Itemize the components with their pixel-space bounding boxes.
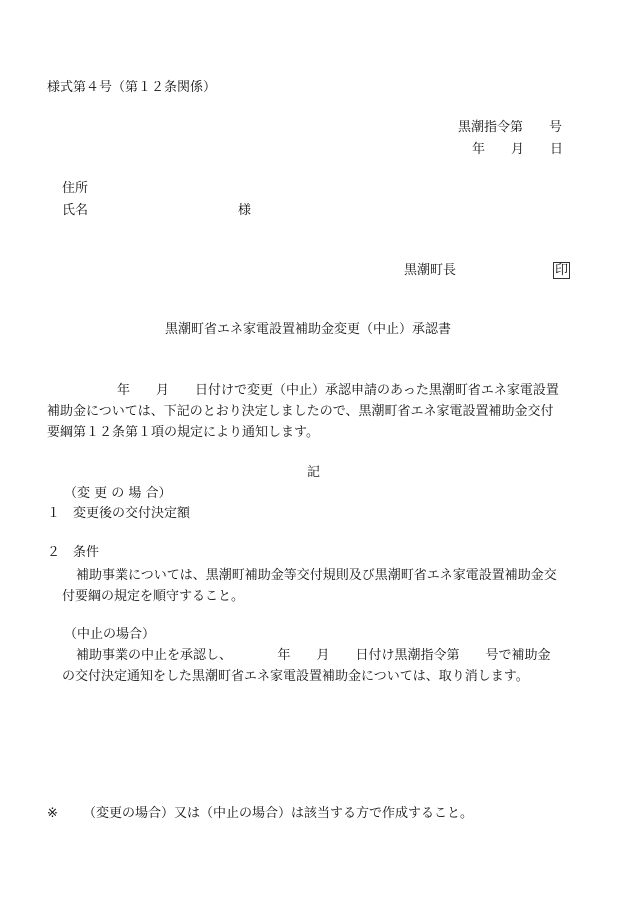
intro-line: 年 月 日付けで変更（中止）承認申請のあった黒潮町省エネ家電設置 [117, 383, 559, 398]
address-label: 住所 [62, 181, 89, 196]
document-reference: 黒潮指令第 号 [458, 120, 563, 135]
ki-heading: 記 [307, 465, 321, 480]
seal-mark: 印 [555, 263, 569, 278]
intro-line: 補助金については、下記のとおり決定しましたので、黒潮町省エネ家電設置補助金交付 [47, 404, 554, 419]
condition-line: 補助事業については、黒潮町補助金等交付規則及び黒潮町省エネ家電設置補助金交 [76, 568, 557, 583]
document-title: 黒潮町省エネ家電設置補助金変更（中止）承認書 [165, 322, 452, 337]
change-case-heading: （変 更 の 場 合） [64, 486, 172, 501]
item-2: ２ 条件 [47, 545, 100, 560]
item-1: １ 変更後の交付決定額 [47, 506, 191, 521]
condition-line: 付要綱の規定を順守すること。 [62, 589, 245, 604]
note-text: （変更の場合）又は（中止の場合）は該当する方で作成すること。 [83, 806, 474, 821]
note-mark: ※ [47, 806, 58, 821]
document-date: 年 月 日 [472, 142, 564, 157]
honorific: 様 [238, 203, 252, 218]
name-label: 氏名 [62, 203, 89, 218]
cancel-line: 補助事業の中止を承認し、 年 月 日付け黒潮指令第 号で補助金 [76, 648, 551, 663]
form-number: 様式第４号（第１２条関係） [47, 80, 217, 95]
issuer-title: 黒潮町長 [404, 263, 457, 278]
intro-line: 要綱第１２条第１項の規定により通知します。 [47, 425, 319, 440]
cancel-line: の交付決定通知をした黒潮町省エネ家電設置補助金については、取り消します。 [62, 669, 529, 684]
cancel-case-heading: （中止の場合） [64, 627, 156, 642]
